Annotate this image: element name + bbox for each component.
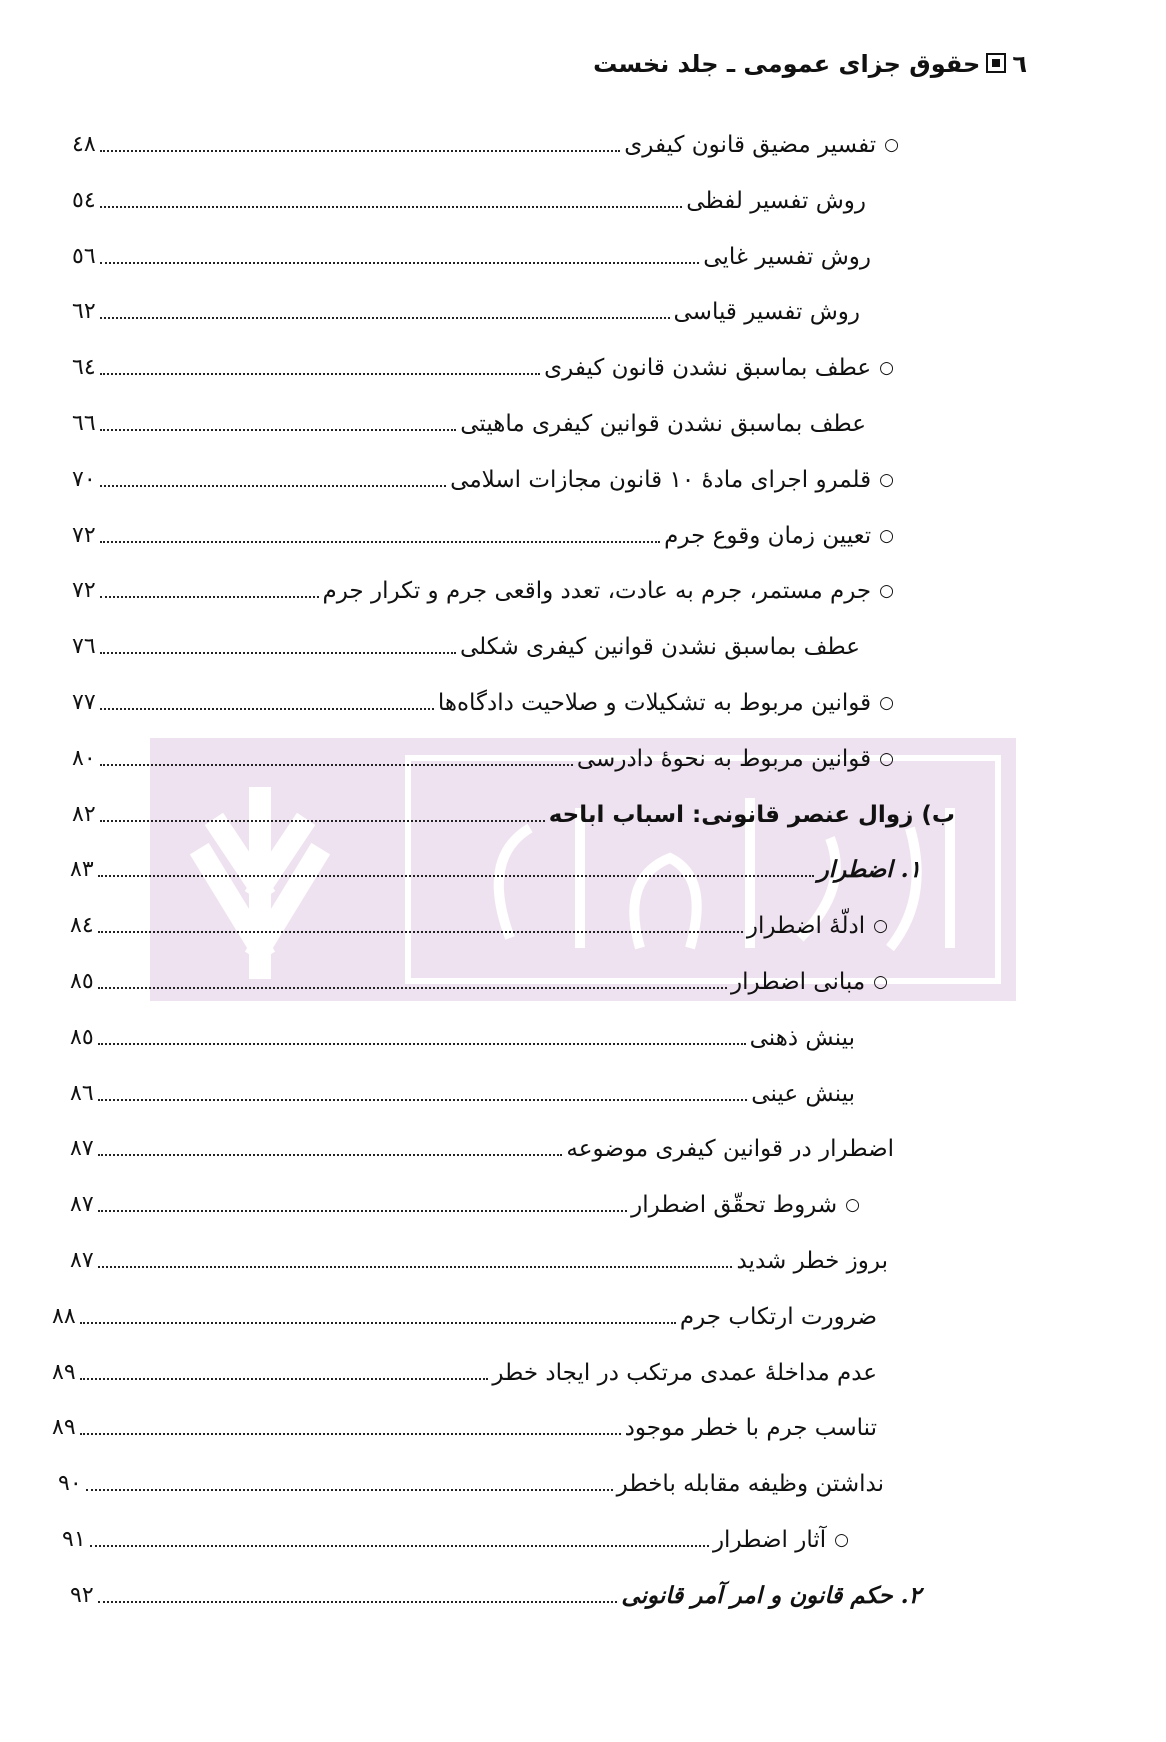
- circle-bullet-icon: ○: [884, 135, 899, 155]
- toc-entry-page: ٦٤: [72, 355, 96, 381]
- toc-entry-page: ٩٠: [58, 1471, 82, 1497]
- toc-entry-page: ٩١: [62, 1527, 86, 1552]
- toc-entry-page: ٨٠: [72, 745, 96, 771]
- dot-leader: [100, 262, 700, 264]
- toc-entry-page: ٦٦: [72, 411, 96, 436]
- toc-entry-title: مبانی اضطرار: [731, 969, 866, 995]
- toc-entry[interactable]: [62, 1521, 849, 1555]
- toc-entry-page: ٨٧: [70, 1192, 94, 1218]
- toc-entry-page: ٧٢: [72, 578, 96, 604]
- toc-entry[interactable]: [70, 907, 888, 941]
- toc-entry-title: روش تفسیر قیاسی: [673, 299, 860, 326]
- dot-leader: [80, 1322, 676, 1324]
- toc-entry-title: عطف بماسبق نشدن قانون کیفری: [544, 355, 872, 382]
- toc-entry-title: تفسیر مضیق قانون کیفری: [624, 132, 877, 158]
- circle-bullet-icon: ○: [879, 525, 894, 546]
- toc-entry-title: ٢. حکم قانون و امر آمر قانونی: [621, 1581, 921, 1609]
- toc-entry-title: بینش ذهنی: [749, 1024, 855, 1051]
- toc-entry[interactable]: [72, 572, 894, 606]
- dot-leader: [98, 1266, 733, 1268]
- toc-entry[interactable]: [52, 1354, 877, 1388]
- dot-leader: [100, 429, 457, 431]
- toc-entry[interactable]: [70, 1075, 855, 1109]
- dot-leader: [100, 541, 661, 543]
- circle-bullet-icon: ○: [873, 916, 888, 937]
- toc-entry-title: عطف بماسبق نشدن قوانین کیفری شکلی: [459, 634, 860, 661]
- toc-entry-title: روش تفسیر غایی: [703, 243, 871, 270]
- dot-leader: [100, 820, 545, 822]
- circle-bullet-icon: ○: [879, 581, 894, 602]
- toc-entry-page: ٧٢: [72, 522, 96, 548]
- dot-leader: [100, 373, 540, 375]
- dot-leader: [100, 317, 670, 319]
- toc-entry-title: آثار اضطرار: [712, 1527, 827, 1553]
- toc-entry[interactable]: [72, 740, 894, 774]
- circle-bullet-icon: ○: [879, 693, 894, 713]
- toc-entry-page: ٨٤: [70, 913, 94, 939]
- toc-entry-page: ٨٢: [72, 801, 96, 827]
- toc-entry-page: ٨٧: [70, 1248, 94, 1273]
- dot-leader: [98, 987, 727, 989]
- toc-entry[interactable]: [72, 126, 899, 160]
- toc-entry[interactable]: [70, 963, 888, 997]
- circle-bullet-icon: ○: [879, 358, 894, 379]
- toc-entry[interactable]: [72, 238, 871, 272]
- page-header: [593, 50, 1027, 78]
- dot-leader: [86, 1489, 613, 1491]
- dot-leader: [100, 485, 447, 487]
- dot-leader: [100, 764, 573, 766]
- toc-entry-title: نداشتن وظیفه مقابله باخطر: [616, 1471, 884, 1498]
- toc-entry-page: ٤٨: [72, 132, 96, 157]
- toc-entry[interactable]: [70, 1242, 888, 1276]
- toc-entry-page: ٦٢: [72, 299, 96, 325]
- circle-bullet-icon: ○: [834, 1530, 849, 1550]
- toc-entry-title: جرم مستمر، جرم به عادت، تعدد واقعی جرم و تکرار جرم: [322, 578, 872, 605]
- toc-entry-title: عطف بماسبق نشدن قوانین کیفری ماهیتی: [460, 411, 866, 437]
- square-bullet-icon: [986, 53, 1006, 73]
- circle-bullet-icon: ○: [845, 1195, 860, 1216]
- toc-entry-page: ٧٧: [72, 690, 96, 715]
- toc-entry-title: ضرورت ارتکاب جرم: [679, 1303, 877, 1330]
- dot-leader: [98, 1601, 618, 1603]
- toc-entry[interactable]: [70, 1186, 860, 1220]
- toc-entry-title: بروز خطر شدید: [736, 1248, 888, 1274]
- dot-leader: [98, 1099, 748, 1101]
- dot-leader: [98, 931, 743, 933]
- toc-entry-title: ١. اضطرار: [817, 856, 921, 884]
- toc-entry-title: قوانین مربوط به نحوهٔ دادرسی: [576, 745, 872, 772]
- toc-entry-title: عدم مداخلهٔ عمدی مرتکب در ایجاد خطر: [492, 1359, 877, 1386]
- toc-entry[interactable]: [72, 517, 894, 551]
- toc-entry[interactable]: [72, 684, 894, 718]
- toc-entry-title: اضطرار در قوانین کیفری موضوعه: [566, 1136, 894, 1163]
- toc-entry-title: ادلّهٔ اضطرار: [746, 913, 866, 940]
- dot-leader: [100, 652, 456, 654]
- toc-entry[interactable]: [58, 1465, 884, 1499]
- toc-entry-title: ب) زوال عنصر قانونی: اسباب اباحه: [548, 801, 955, 828]
- toc-entry[interactable]: [70, 1577, 921, 1611]
- toc-entry-page: ٥٦: [72, 243, 96, 269]
- toc-entry-page: ٥٤: [72, 187, 96, 213]
- dot-leader: [100, 206, 683, 208]
- toc-entry-page: ٨٩: [52, 1359, 76, 1385]
- dot-leader: [98, 875, 814, 877]
- toc-entry-title: قوانین مربوط به تشکیلات و صلاحیت دادگاه‌ها: [437, 690, 872, 716]
- dot-leader: [98, 1210, 628, 1212]
- toc-entry[interactable]: [70, 851, 921, 885]
- toc-entry-title: تعیین زمان وقوع جرم: [664, 522, 872, 549]
- dot-leader: [80, 1378, 489, 1380]
- dot-leader: [100, 708, 434, 710]
- toc-entry[interactable]: [70, 1019, 855, 1053]
- toc-entry-title: شروط تحقّق اضطرار: [631, 1192, 838, 1219]
- toc-entry[interactable]: [72, 405, 866, 439]
- toc-entry-page: ٨٣: [70, 857, 94, 883]
- toc-entry-title: روش تفسیر لفظی: [686, 187, 866, 214]
- toc-entry-page: ٨٧: [70, 1136, 94, 1162]
- toc-entry-page: ٨٨: [52, 1303, 76, 1329]
- toc-entry-page: ٨٩: [52, 1415, 76, 1441]
- toc-entry-title: بینش عینی: [751, 1080, 855, 1107]
- toc-entry-page: ٩٢: [70, 1582, 94, 1608]
- toc-entry[interactable]: [52, 1409, 877, 1443]
- header-page-number: ٦: [1012, 50, 1027, 78]
- dot-leader: [80, 1433, 621, 1435]
- toc-entry[interactable]: [72, 628, 860, 662]
- dot-leader: [100, 150, 621, 152]
- dot-leader: [98, 1043, 746, 1045]
- toc-entry-page: ٧٠: [72, 466, 96, 492]
- toc-entry[interactable]: [52, 1298, 877, 1332]
- header-title: حقوق جزای عمومی ـ جلد نخست: [593, 50, 981, 78]
- toc-entry[interactable]: [72, 182, 866, 216]
- toc-entry[interactable]: [72, 349, 894, 383]
- toc-entry[interactable]: [70, 1130, 894, 1164]
- dot-leader: [98, 1154, 563, 1156]
- circle-bullet-icon: ○: [873, 972, 888, 992]
- toc-entry-page: ٨٦: [70, 1080, 94, 1106]
- toc-entry[interactable]: [72, 293, 860, 327]
- toc-entry[interactable]: [72, 461, 894, 495]
- circle-bullet-icon: ○: [879, 748, 894, 769]
- toc-entry-page: ٨٥: [70, 1024, 94, 1050]
- toc-entry-title: قلمرو اجرای مادهٔ ١٠ قانون مجازات اسلامی: [450, 466, 872, 493]
- toc-entry-page: ٧٦: [72, 634, 96, 660]
- dot-leader: [100, 596, 319, 598]
- toc-entry-title: تناسب جرم با خطر موجود: [624, 1415, 877, 1442]
- dot-leader: [90, 1545, 709, 1547]
- toc-entry[interactable]: [72, 796, 955, 830]
- circle-bullet-icon: ○: [879, 469, 894, 490]
- toc-entry-page: ٨٥: [70, 969, 94, 994]
